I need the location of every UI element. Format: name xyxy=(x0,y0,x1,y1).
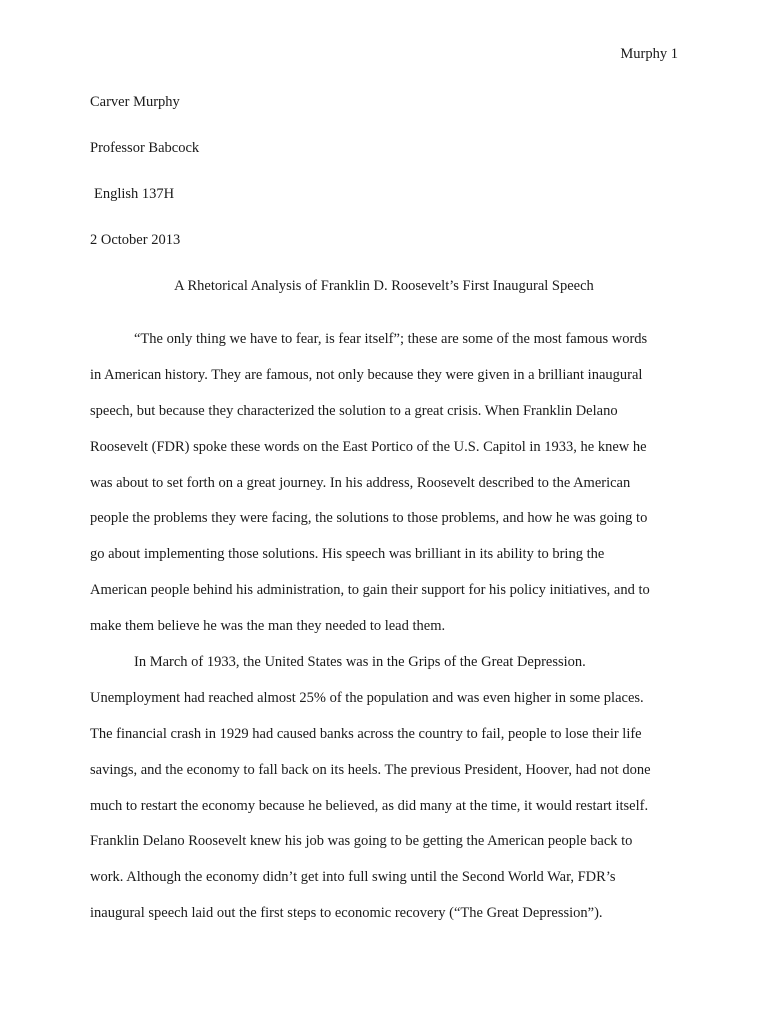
text-line: work. Although the economy didn’t get into full swing until the Second World War, FDR’s xyxy=(90,869,616,886)
text-line: The financial crash in 1929 had caused banks across the country to fail, people to lose their life xyxy=(90,725,642,742)
text-line: speech, but because they characterized the solution to a great crisis. When Franklin Delano xyxy=(90,402,618,419)
professor-name: Professor Babcock xyxy=(90,140,200,156)
running-header: Murphy 1 xyxy=(620,46,678,62)
text-line: people the problems they were facing, the solutions to those problems, and how he was going to xyxy=(90,510,648,527)
text-line: make them believe he was the man they needed to lead them. xyxy=(90,618,446,635)
date: 2 October 2013 xyxy=(90,232,181,248)
paragraph-1 xyxy=(90,322,676,645)
text-line: “The only thing we have to fear, is fear itself”; these are some of the most famous words xyxy=(134,331,648,347)
author-name: Carver Murphy xyxy=(90,94,180,110)
text-line: American people behind his administration, to gain their support for his policy initiatives, and to xyxy=(90,582,650,599)
text-line: much to restart the economy because he believed, as did many at the time, it would restart itself. xyxy=(90,797,649,814)
text-line: go about implementing those solutions. His speech was brilliant in its ability to bring the xyxy=(90,546,605,563)
essay-title: A Rhetorical Analysis of Franklin D. Roosevelt’s First Inaugural Speech xyxy=(174,278,594,294)
text-line: inaugural speech laid out the first steps to economic recovery (“The Great Depression”). xyxy=(90,905,603,922)
text-line: was about to set forth on a great journey. In his address, Roosevelt described to the American xyxy=(90,474,631,491)
text-line: Franklin Delano Roosevelt knew his job was going to be getting the American people back to xyxy=(90,833,633,850)
text-line: savings, and the economy to fall back on its heels. The previous President, Hoover, had not done xyxy=(90,761,651,778)
text-line: in American history. They are famous, not only because they were given in a brilliant inaugural xyxy=(90,366,643,383)
essay-body xyxy=(90,322,676,932)
text-line: In March of 1933, the United States was in the Grips of the Great Depression. xyxy=(134,654,586,671)
text-line: Roosevelt (FDR) spoke these words on the East Portico of the U.S. Capitol in 1933, he knew he xyxy=(90,438,647,455)
mla-heading xyxy=(90,92,690,276)
text-line: Unemployment had reached almost 25% of the population and was even higher in some places. xyxy=(90,689,644,706)
paragraph-2 xyxy=(90,645,676,932)
course-name: English 137H xyxy=(94,186,175,202)
